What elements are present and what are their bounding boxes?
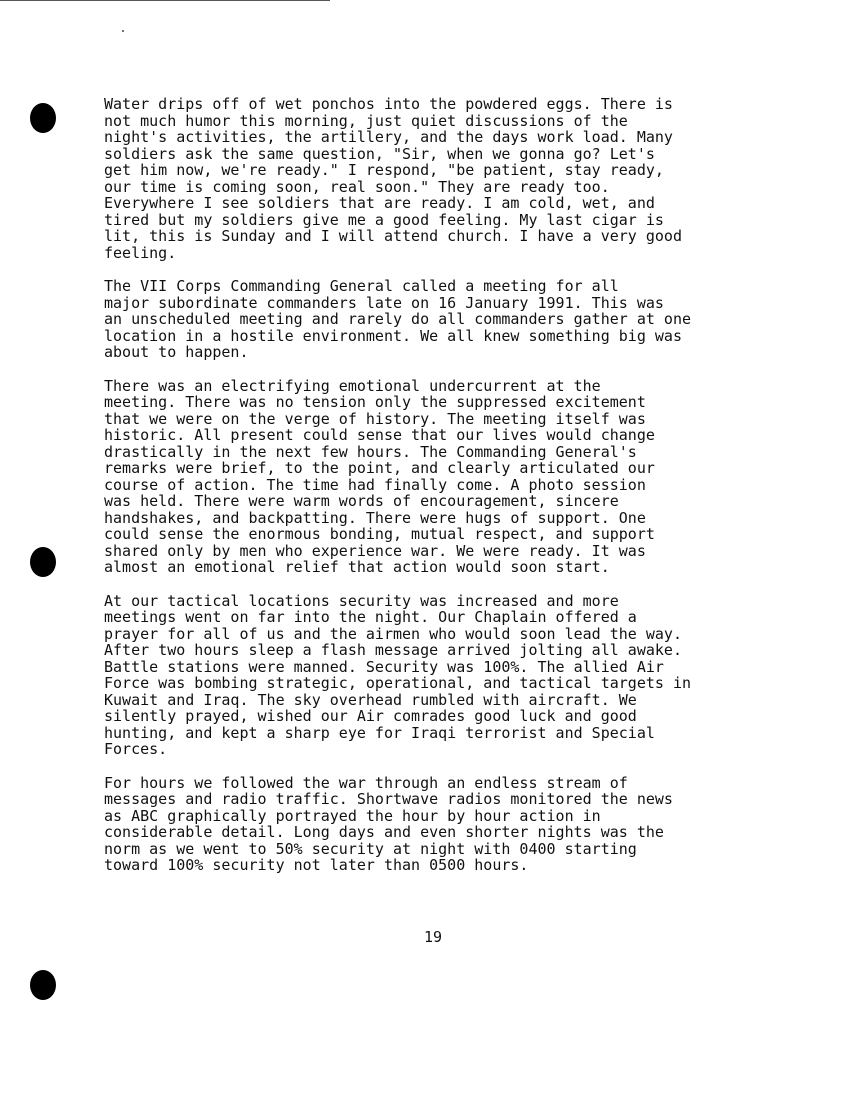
top-rule: [0, 0, 330, 1]
punch-hole-top: [30, 103, 56, 133]
punch-hole-middle: [30, 547, 56, 577]
document-body: [104, 96, 804, 891]
paragraph-2: The VII Corps Commanding General called a meeting for all major subordinate commanders late on 16 January 1991. This was an unscheduled meeting and rarely do all commanders gather at one location in a hostile environment. We all knew something big was about to happen.: [104, 277, 691, 361]
paragraph-3: There was an electrifying emotional undercurrent at the meeting. There was no tension only the suppressed excitement that we were on the verge of history. The meeting itself was historic. All present could sense that our lives would change drastically in the next few hours. The Commanding General's remarks were brief, to the point, and clearly articulated our course of action. The time had finally come. A photo session was held. There were warm words of encouragement, sincere handshakes, and backpatting. There were hugs of support. One could sense the enormous bonding, mutual respect, and support shared only by men who experience war. We were ready. It was almost an emotional relief that action would soon start.: [104, 376, 655, 576]
punch-hole-bottom: [30, 970, 56, 1000]
paragraph-5: For hours we followed the war through an endless stream of messages and radio traffic. Shortwave radios monitored the news as ABC graphically portrayed the hour by hour action in considerable detail. Long days and even shorter nights was the norm as we went to 50% security at night with 0400 starting toward 100% security not later than 0500 hours.: [104, 773, 673, 874]
scan-speck: [122, 30, 124, 32]
paragraph-4: At our tactical locations security was increased and more meetings went on far into the night. Our Chaplain offered a prayer for all of us and the airmen who would soon lead the way. After two hours sleep a flash message arrived jolting all awake. Battle stations were manned. Security was 100%. The allied Air Force was bombing strategic, operational, and tactical targets in Kuwait and Iraq. The sky overhead rumbled with aircraft. We silently prayed, wished our Air comrades good luck and good hunting, and kept a sharp eye for Iraqi terrorist and Special Forces.: [104, 591, 691, 758]
page-number: 19: [423, 928, 443, 946]
paragraph-1: Water drips off of wet ponchos into the powdered eggs. There is not much humor this morning, just quiet discussions of the night's activities, the artillery, and the days work load. Many soldiers ask the same question, "Sir, when we gonna go? Let's get him now, we're ready." I respond, "be patient, stay ready, our time is coming soon, real soon." They are ready too. Everywhere I see soldiers that are ready. I am cold, wet, and tired but my soldiers give me a good feeling. My last cigar is lit, this is Sunday and I will attend church. I have a very good feeling.: [104, 95, 682, 262]
